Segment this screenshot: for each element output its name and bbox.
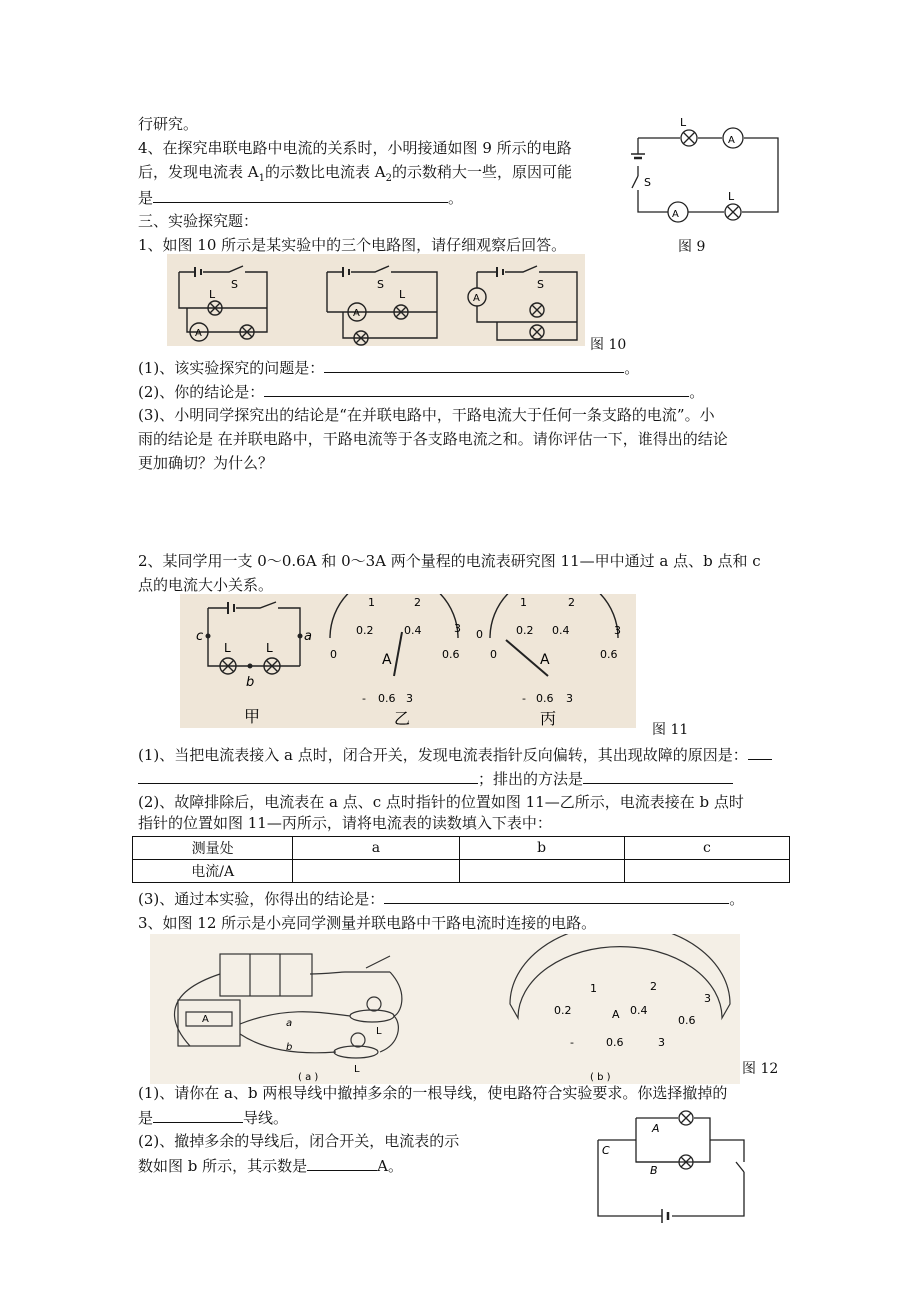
table-cell-input[interactable] — [624, 860, 789, 883]
wire-label: b — [286, 1042, 293, 1053]
scale-label: 0.4 — [404, 624, 422, 637]
table-row — [133, 860, 790, 883]
ammeter-label: A — [728, 135, 735, 146]
experiment-3-q2-line-1: (2)、撤掉多余的导线后，闭合开关，电流表的示 — [138, 1132, 460, 1150]
experiment-1-q2: (2)、你的结论是： 。 — [138, 383, 705, 401]
table-cell-input[interactable] — [459, 860, 624, 883]
terminal-label: - — [362, 692, 366, 705]
experiment-3-q1-line-1: (1)、请你在 a、b 两根导线中撤掉多余的一根导线，使电路符合实验要求。你选择撤掉的 — [138, 1084, 728, 1102]
figure-9-circuit — [620, 112, 790, 230]
scale-label: 0 — [330, 648, 337, 661]
terminal-label: 3 — [406, 692, 413, 705]
scale-label: 0.4 — [552, 624, 570, 637]
switch-label: S — [377, 278, 384, 291]
experiment-2-q2-line-2: 指针的位置如图 11—丙所示，请将电流表的读数填入下表中： — [138, 814, 552, 832]
lamp-label: L — [266, 641, 273, 655]
lamp-label: L — [209, 288, 216, 301]
table-header: a — [293, 837, 459, 860]
experiment-1-q3-line-2: 雨的结论是 在并联电路中，干路电流等于各支路电流之和。请你评估一下，谁得出的结论 — [138, 430, 728, 448]
terminal-label: 3 — [658, 1036, 665, 1049]
terminal-label: 0.6 — [536, 692, 554, 705]
scale-label: 0.6 — [442, 648, 460, 661]
point-label: c — [196, 629, 204, 644]
figure-12-apparatus — [150, 934, 740, 1084]
figure-12-caption: 图 12 — [742, 1061, 779, 1077]
experiment-3-intro: 3、如图 12 所示是小亮同学测量并联电路中干路电流时连接的电路。 — [138, 914, 597, 932]
scale-label: 1 — [520, 596, 527, 609]
answer-blank[interactable] — [583, 768, 733, 784]
experiment-2-intro-2: 点的电流大小关系。 — [138, 576, 274, 594]
point-label: a — [304, 629, 312, 644]
lamp-label: L — [376, 1026, 382, 1037]
scale-label: 0.4 — [630, 1004, 648, 1017]
experiment-2-intro-1: 2、某同学用一支 0～0.6A 和 0～3A 两个量程的电流表研究图 11—甲中通过 a 点、b 点和 c — [138, 552, 761, 570]
lamp-label: L — [399, 288, 406, 301]
switch-label: S — [537, 278, 544, 291]
answer-blank[interactable] — [748, 744, 772, 760]
experiment-1-intro: 1、如图 10 所示是某实验中的三个电路图，请仔细观察后回答。 — [138, 236, 567, 254]
point-label: A — [652, 1122, 660, 1135]
ammeter-label: A — [612, 1008, 620, 1021]
terminal-label: 3 — [566, 692, 573, 705]
figure-11-ammeters — [180, 594, 636, 728]
section-title: 三、实验探究题： — [138, 212, 259, 230]
scale-label: 0.2 — [516, 624, 534, 637]
scale-label: 0.6 — [600, 648, 618, 661]
terminal-label: - — [570, 1036, 574, 1049]
question-4-line-2: 后，发现电流表 $A_1$的示数比电流表 $A_2$的示数稍大一些，原因可能 — [138, 163, 572, 184]
scale-label: 0.6 — [678, 1014, 696, 1027]
subfigure-label: ( b ) — [590, 1072, 611, 1083]
terminal-label: - — [522, 692, 526, 705]
table-header: b — [459, 837, 624, 860]
scale-label: 1 — [368, 596, 375, 609]
wire-label: a — [286, 1018, 293, 1029]
point-label: b — [246, 675, 255, 690]
ammeter-label: A — [473, 293, 480, 304]
scale-label: 3 — [614, 624, 621, 637]
figure-10-circuits — [167, 254, 585, 346]
answer-blank[interactable] — [138, 768, 478, 784]
figure-11-caption: 图 11 — [652, 722, 689, 738]
scale-label: 0.2 — [356, 624, 374, 637]
experiment-2-q1-line-2: ；排出的方法是 — [138, 768, 733, 789]
table-row-label: 电流/A — [133, 860, 293, 883]
table-header-row — [133, 837, 790, 860]
terminal-label: 0.6 — [606, 1036, 624, 1049]
scale-label: 2 — [568, 596, 575, 609]
answer-blank[interactable] — [324, 357, 624, 373]
scale-label: 1 — [590, 982, 597, 995]
answer-blank[interactable] — [153, 187, 448, 203]
answer-blank[interactable] — [153, 1107, 243, 1123]
ammeter-label: A — [202, 1014, 209, 1025]
experiment-1-q3-line-3: 更加确切？为什么？ — [138, 454, 274, 472]
question-4-line-1: 4、在探究串联电路中电流的关系时，小明接通如图 9 所示的电路 — [138, 139, 572, 157]
scale-label: 2 — [650, 980, 657, 993]
switch-label: S — [231, 278, 238, 291]
figure-9-caption: 图 9 — [678, 239, 706, 255]
parallel-circuit-diagram — [588, 1110, 748, 1226]
experiment-3-q2-line-2: 数如图 b 所示，其示数是 A。 — [138, 1157, 403, 1175]
lamp-label: L — [680, 116, 687, 129]
experiment-1-q3-line-1: (3)、小明同学探究出的结论是“在并联电路中，干路电流大于任何一条支路的电流”。小 — [138, 406, 715, 424]
point-label: C — [602, 1144, 610, 1157]
ammeter-label: A — [672, 209, 679, 220]
question-4-line-3: 是 。 — [138, 189, 464, 207]
ammeter-label: A — [195, 328, 202, 339]
experiment-2-q3: (3)、通过本实验，你得出的结论是： 。 — [138, 890, 745, 908]
ammeter-label: A — [353, 308, 360, 319]
subfigure-label: 丙 — [540, 709, 557, 728]
scale-label: 2 — [414, 596, 421, 609]
scale-label: 3 — [454, 622, 461, 635]
lamp-label: L — [224, 641, 231, 655]
ammeter-label: A — [382, 652, 392, 668]
experiment-2-q2-line-1: (2)、故障排除后，电流表在 a 点、c 点时指针的位置如图 11—乙所示，电流表接在 b 点时 — [138, 793, 744, 811]
lamp-label: L — [728, 190, 735, 203]
switch-label: S — [644, 176, 651, 189]
experiment-2-q1-line-1: (1)、当把电流表接入 a 点时，闭合开关，发现电流表指针反向偏转，其出现故障的原因是： — [138, 744, 772, 765]
table-header: c — [624, 837, 789, 860]
table-header: 测量处 — [133, 837, 293, 860]
point-label: B — [650, 1164, 658, 1177]
ammeter-label: A — [540, 652, 550, 668]
figure-10-caption: 图 10 — [590, 337, 627, 353]
terminal-label: 0.6 — [378, 692, 396, 705]
scale-label: 0.2 — [554, 1004, 572, 1017]
experiment-1-q1: (1)、该实验探究的问题是： 。 — [138, 359, 640, 377]
reading-table — [132, 836, 790, 883]
subfigure-label: 乙 — [394, 709, 411, 728]
text-line: 行研究。 — [138, 115, 199, 133]
table-cell-input[interactable] — [293, 860, 459, 883]
scale-label: 3 — [704, 992, 711, 1005]
lamp-label: L — [354, 1064, 360, 1075]
answer-blank[interactable] — [264, 381, 689, 397]
subfigure-label: ( a ) — [298, 1072, 319, 1083]
answer-blank[interactable] — [307, 1155, 377, 1171]
subfigure-label: 甲 — [244, 707, 261, 726]
answer-blank[interactable] — [384, 888, 729, 904]
experiment-3-q1-line-2: 是 导线。 — [138, 1109, 289, 1127]
scale-label: 0 — [490, 648, 497, 661]
scale-label: 0 — [476, 628, 483, 641]
